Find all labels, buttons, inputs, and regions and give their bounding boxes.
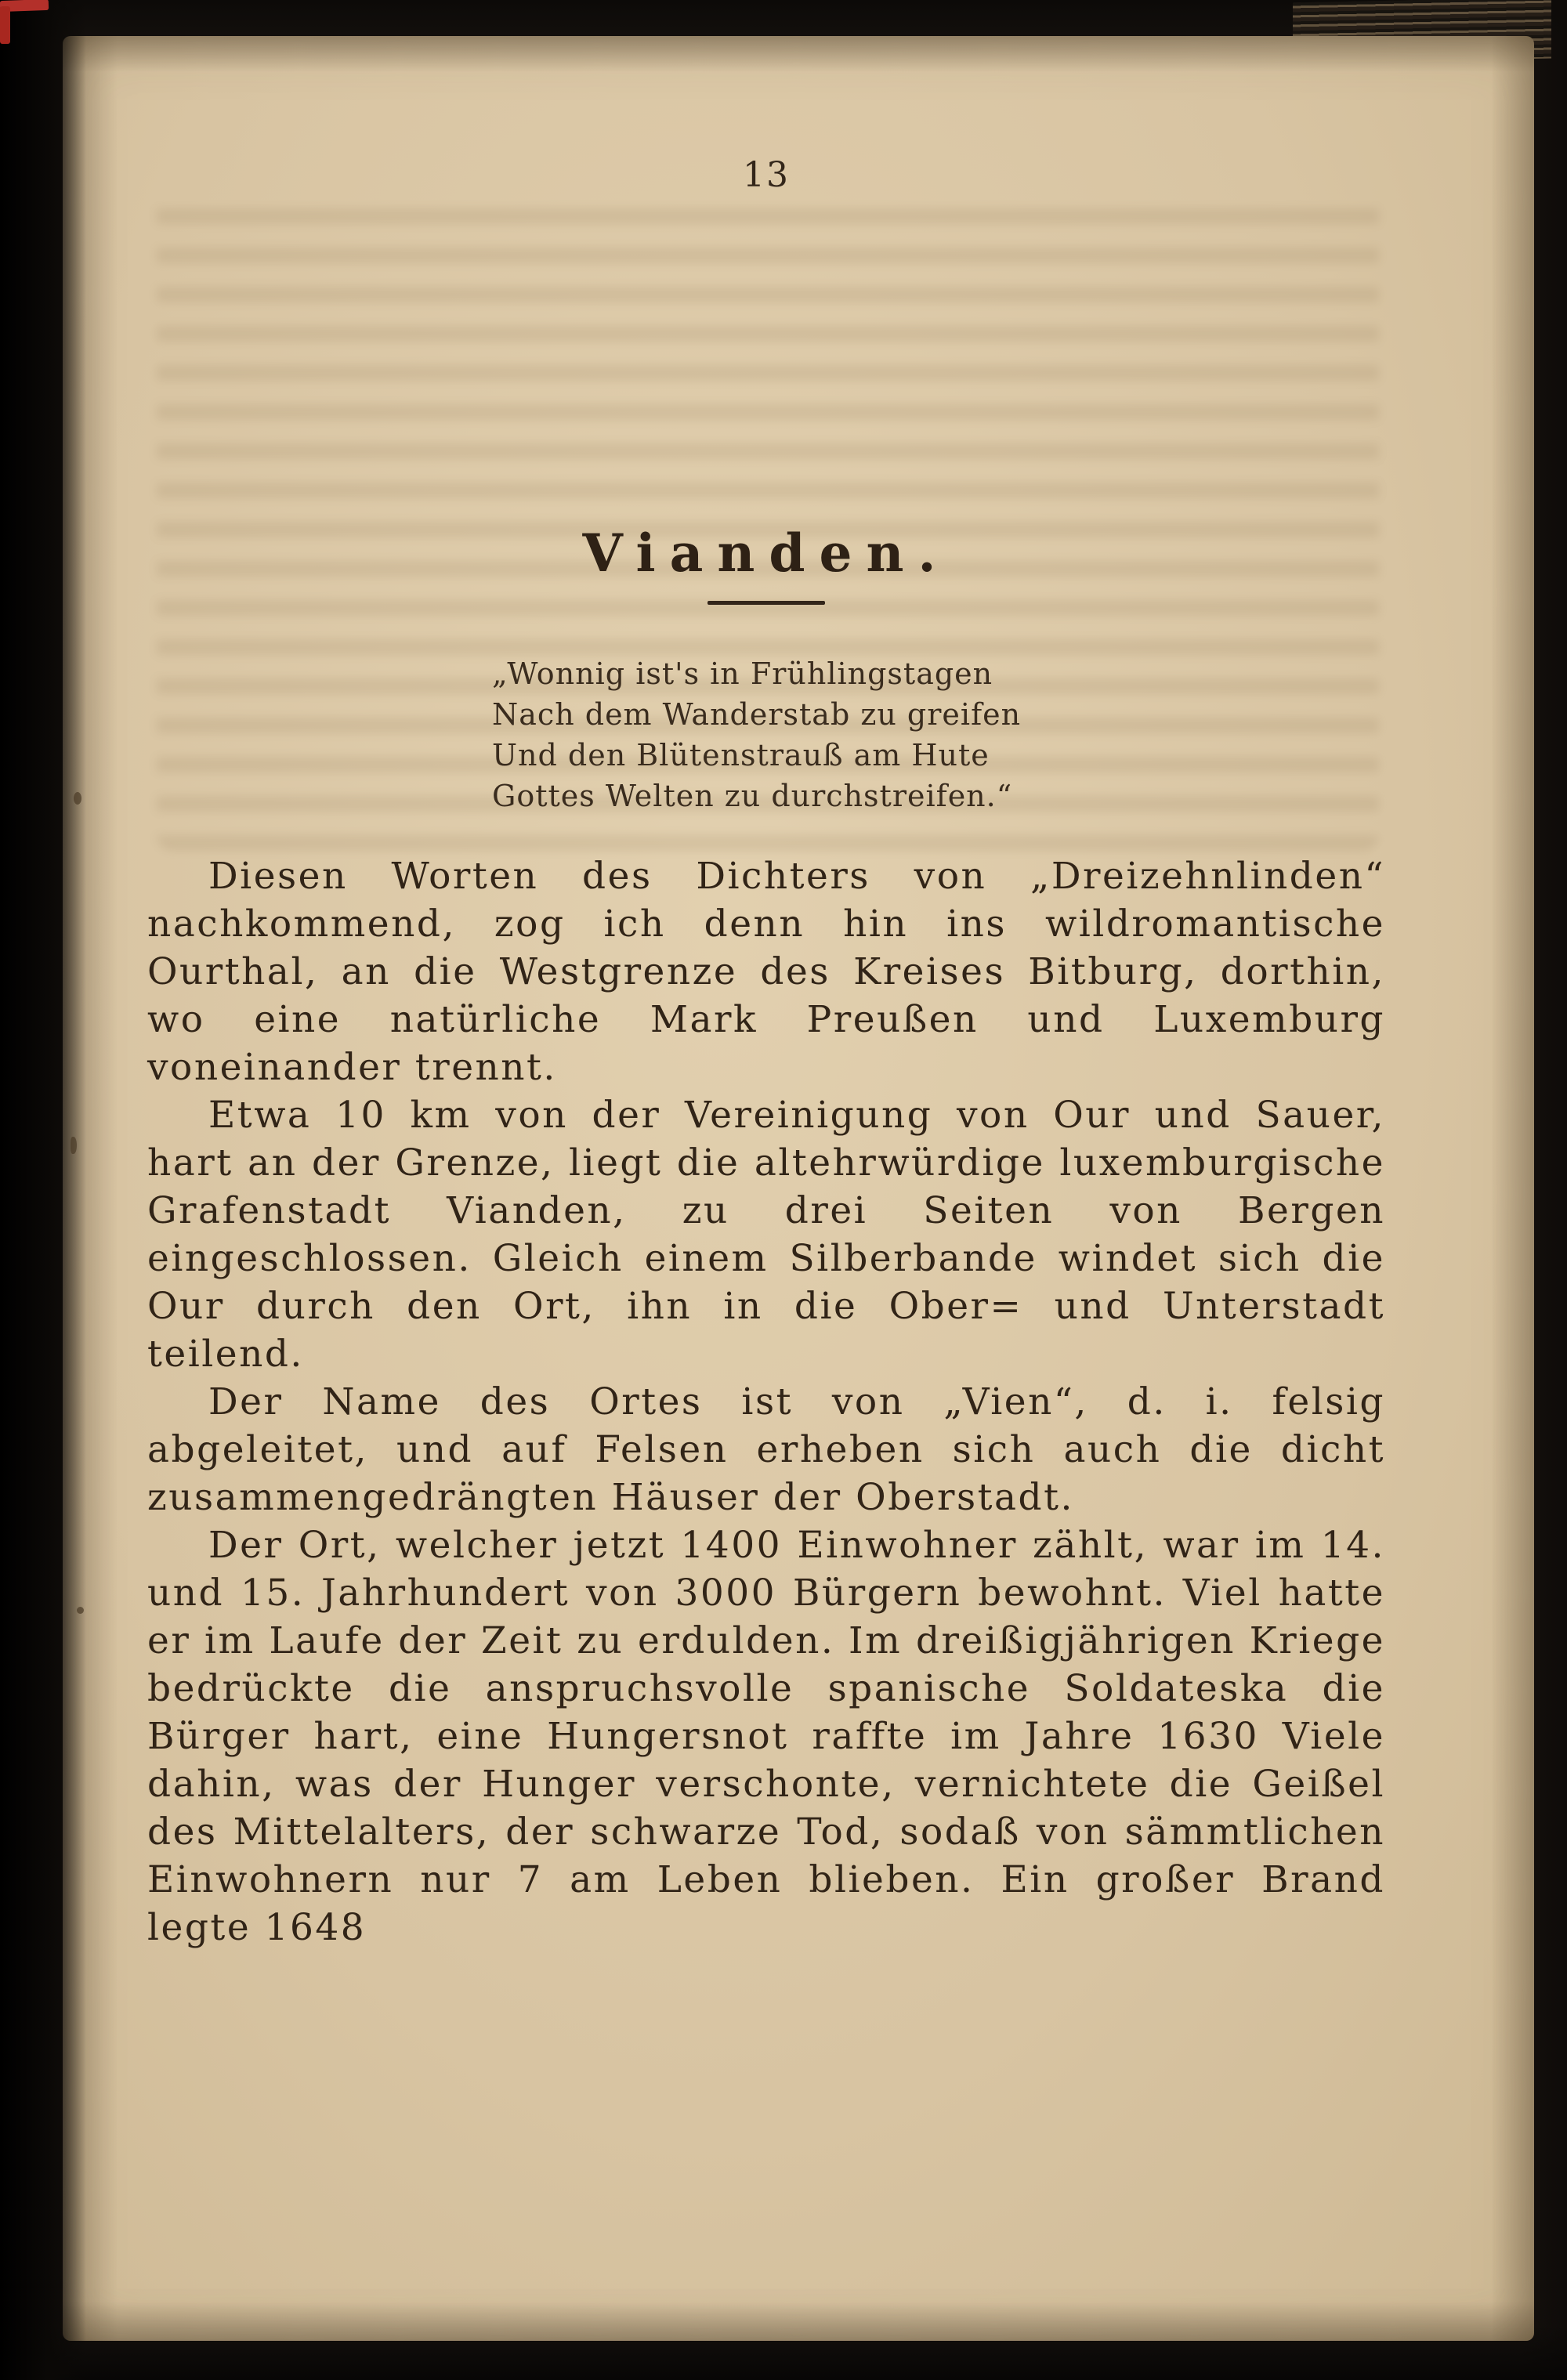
epigraph-poem (492, 653, 1385, 816)
poem-line: Nach dem Wanderstab zu greifen (492, 697, 1022, 732)
poem-line: Gottes Welten zu durchstreifen.“ (492, 779, 1013, 813)
chapter-title: Vianden. (582, 523, 950, 584)
poem-line: „Wonnig ist's in Frühlingstagen (492, 656, 993, 691)
paragraph: Der Ort, welcher jetzt 1400 Einwohner zählt, war im 14. und 15. Jahrhundert von 3000 Bürgern bewohnt. Viel hatte er im Laufe der Zeit zu erdulden. Im dreißigjährigen Kriege bedrückte die anspruchsvolle spanische Soldateska die Bürger hart, eine Hungersnot raffte im Jahre 1630 Viele dahin, was der Hunger verschonte, vernichtete die Geißel des Mittelalters, der schwarze Tod, sodaß von sämmtlichen Einwohnern nur 7 am Leben blieben. Ein großer Brand legte 1648 (147, 1524, 1385, 1949)
page-number: 13 (743, 155, 790, 195)
red-corner-mark (0, 6, 10, 44)
book-page (63, 36, 1534, 2341)
body-text (147, 852, 1385, 1951)
page-blemish (77, 1607, 84, 1614)
poem-line: Und den Blütenstrauß am Hute (492, 738, 990, 772)
page-blemish (74, 792, 81, 805)
paragraph: Der Name des Ortes ist von „Vien“, d. i. felsig abgeleitet, und auf Felsen erheben sich auch die dicht zusammengedrängten Häuser der Oberstadt. (147, 1380, 1385, 1519)
page-blemish (71, 1137, 77, 1154)
page-content (63, 36, 1534, 1951)
title-rule (708, 601, 825, 605)
paragraph: Diesen Worten des Dichters von „Dreizehnlinden“ nachkommend, zog ich denn hin ins wildromantische Ourthal, an die Westgrenze des Kreises Bitburg, dorthin, wo eine natürliche Mark Preußen und Luxemburg voneinander trennt. (147, 855, 1385, 1089)
paragraph: Etwa 10 km von der Vereinigung von Our und Sauer, hart an der Grenze, liegt die altehrwürdige luxemburgische Grafenstadt Vianden, zu drei Seiten von Bergen eingeschlossen. Gleich einem Silberbande windet sich die Our durch den Ort, ihn in die Ober= und Unterstadt teilend. (147, 1094, 1385, 1376)
